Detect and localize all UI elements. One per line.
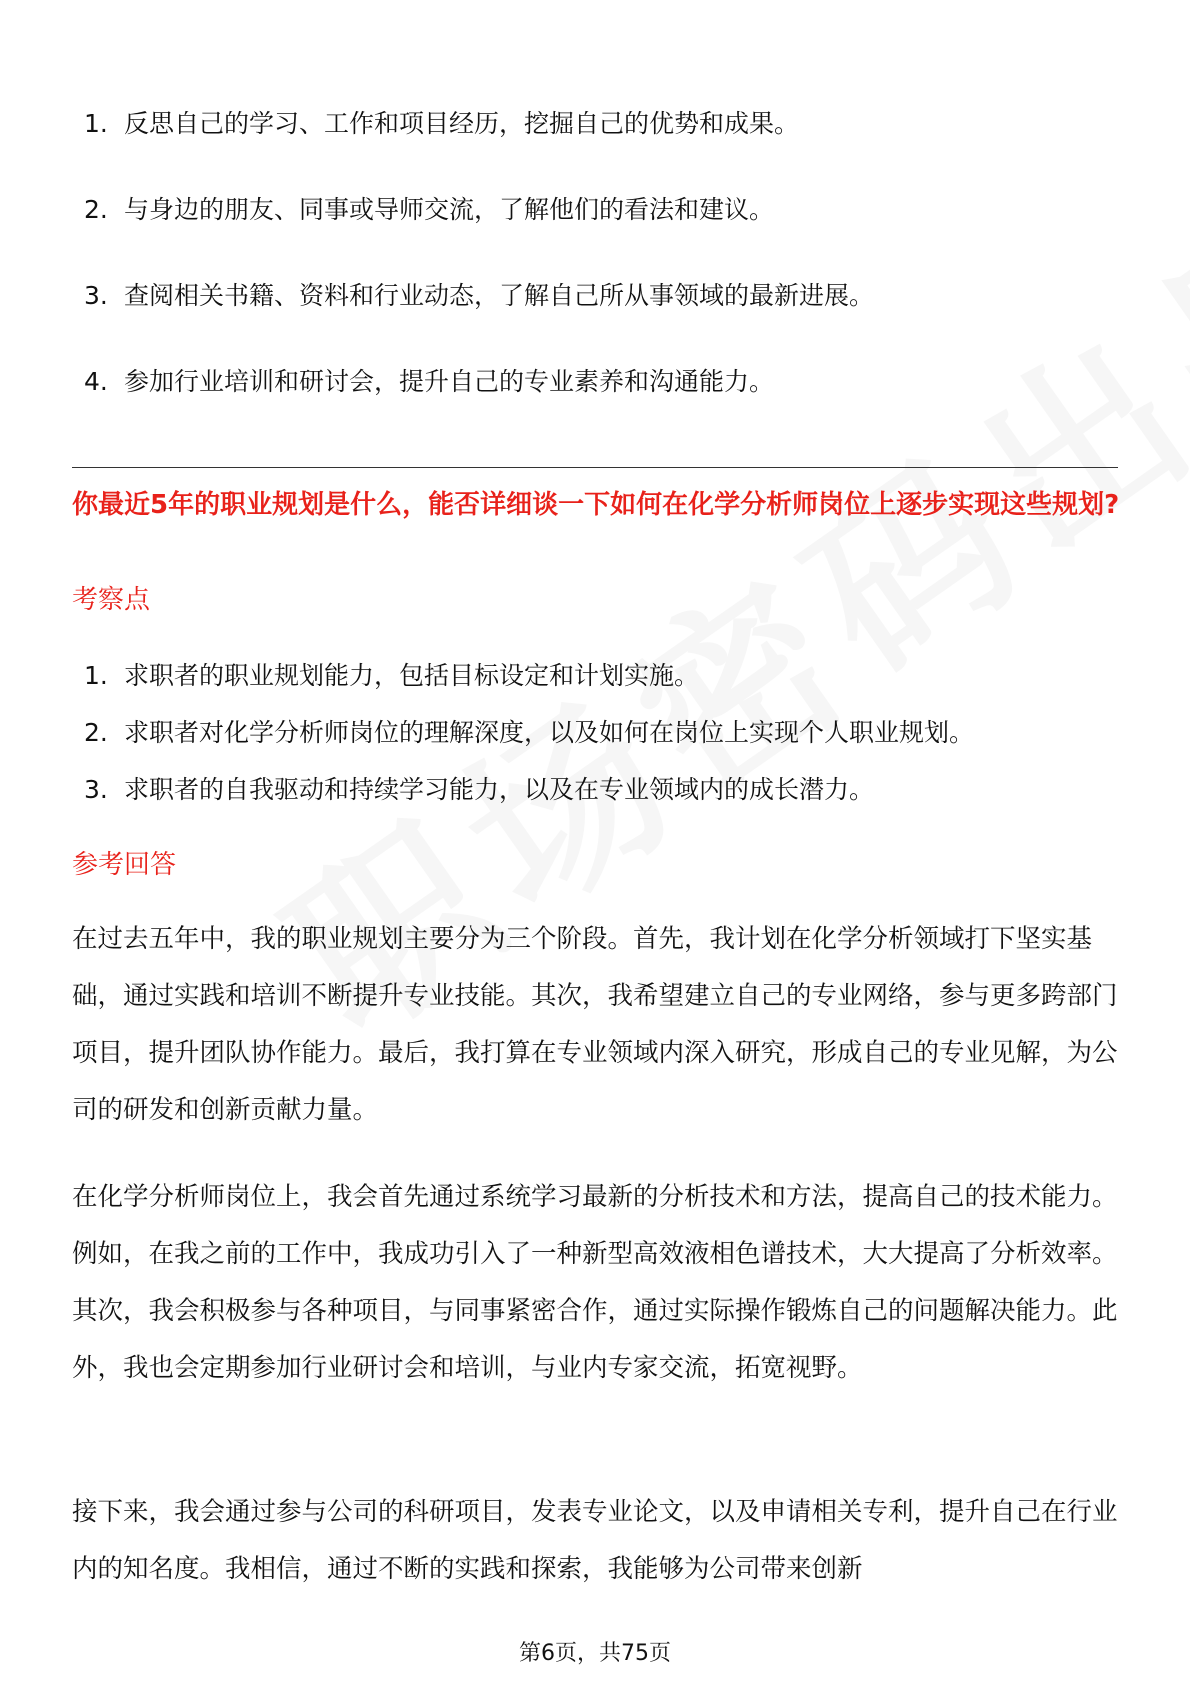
answer-paragraph: 在过去五年中，我的职业规划主要分为三个阶段。首先，我计划在化学分析领域打下坚实基础，通过实践和培训不断提升专业技能。其次，我希望建立自己的专业网络，参与更多跨部门项目，提升团队协作能力。最后，我打算在专业领域内深入研究，形成自己的专业见解，为公司的研发和创新贡献力量。 — [72, 924, 1118, 1125]
answer-title: 参考回答 — [72, 850, 177, 880]
answer-paragraph: 接下来，我会通过参与公司的科研项目，发表专业论文，以及申请相关专利，提升自己在行业内的知名度。我相信，通过不断的实践和探索，我能够为公司带来创新 — [72, 1497, 1118, 1584]
section-divider — [72, 467, 1118, 468]
document-page: 1. 反思自己的学习、工作和项目经历，挖掘自己的优势和成果。 2. 与身边的朋友、同事或导师交流，了解他们的看法和建议。 3. 查阅相关书籍、资料和行业动态，了解自己所从事领域的最新进展。 4. 参加行业培训和研讨会，提升自己的专业素养和沟通能力。 你最近5年的职业规划是什么，能否详细谈一下如何在化学分析师岗位上逐步实现这些规划? 考察点 1. 求职者的职业规划能力，包括目标设定和计划实施。 2. 求职者对化学分析师岗位的理解深度，以及如何在岗位上实现个人职业规划。 3. 求职者的自我驱动和持续学习能力，以及在专业领域内的成长潜力。 参考回答 在过去五年中，我的职业规划主要分为三个阶段。首先，我计划在化学分析领域打下坚实基础，通过实践和培训不断提升专业技能。其次，我希望建立自己的专业网络，参与更多跨部门项目，提升团队协作能力。最后，我打算在专业领域内深入研究，形成自己的专业见解，为公司的研发和创新贡献力量。 在化学分析师岗位上，我会首先通过系统学习最新的分析技术和方法，提高自己的技术能力。例如，在我之前的工作中，我成功引入了一种新型高效液相色谱技术，大大提高了分析效率。其次，我会积极参与各种项目，与同事紧密合作，通过实际操作锻炼自己的问题解决能力。此外，我也会定期参加行业研讨会和培训，与业内专家交流，拓宽视野。 接下来，我会通过参与公司的科研项目，发表专业论文，以及申请相关专利，提升自己在行业内的知名度。我相信，通过不断的实践和探索，我能够为公司带来创新 第6页，共75页 — [0, 0, 1190, 1684]
page-footer: 第6页，共75页 — [519, 1641, 671, 1666]
question-heading: 你最近5年的职业规划是什么，能否详细谈一下如何在化学分析师岗位上逐步实现这些规划? — [72, 490, 1120, 520]
points-title: 考察点 — [72, 585, 151, 615]
answer-paragraph: 在化学分析师岗位上，我会首先通过系统学习最新的分析技术和方法，提高自己的技术能力。例如，在我之前的工作中，我成功引入了一种新型高效液相色谱技术，大大提高了分析效率。其次，我会积极参与各种项目，与同事紧密合作，通过实际操作锻炼自己的问题解决能力。此外，我也会定期参加行业研讨会和培训，与业内专家交流，拓宽视野。 — [72, 1182, 1118, 1383]
